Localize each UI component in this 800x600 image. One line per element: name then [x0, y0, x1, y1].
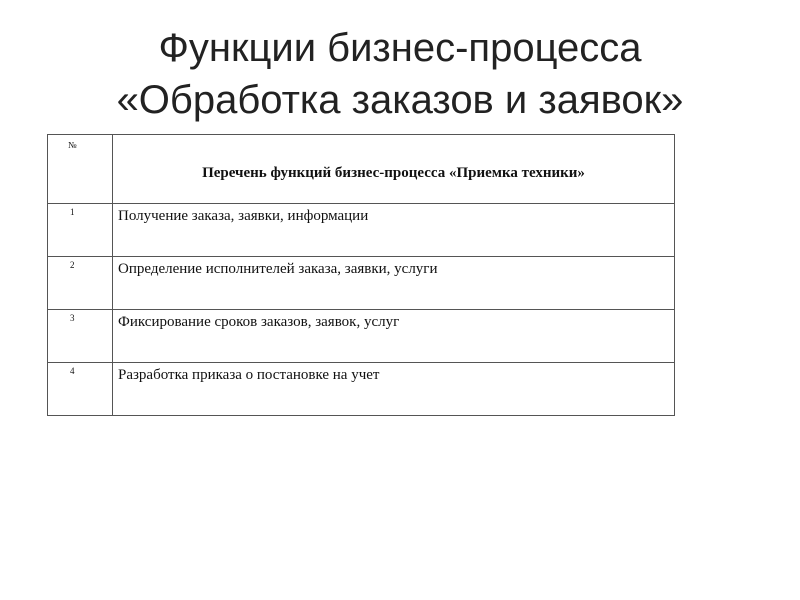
slide-title-line-1: Функции бизнес-процесса — [158, 26, 642, 70]
table-row — [48, 257, 675, 310]
table-row — [48, 204, 675, 257]
row-function-text: Фиксирование сроков заказов, заявок, услуг — [113, 310, 675, 363]
table-header-row — [48, 135, 675, 204]
row-number: 4 — [48, 363, 113, 416]
row-number: 1 — [48, 204, 113, 257]
row-function-text: Определение исполнителей заказа, заявки, услуги — [113, 257, 675, 310]
table-row — [48, 363, 675, 416]
row-function-text: Получение заказа, заявки, информации — [113, 204, 675, 257]
row-function-text: Разработка приказа о постановке на учет — [113, 363, 675, 416]
functions-table — [47, 134, 675, 416]
header-number: № — [48, 135, 113, 204]
table-row — [48, 310, 675, 363]
row-number: 2 — [48, 257, 113, 310]
slide-title — [0, 22, 800, 126]
header-title: Перечень функций бизнес-процесса «Приемка техники» — [113, 135, 675, 204]
slide-title-line-2: «Обработка заказов и заявок» — [116, 78, 684, 122]
row-number: 3 — [48, 310, 113, 363]
